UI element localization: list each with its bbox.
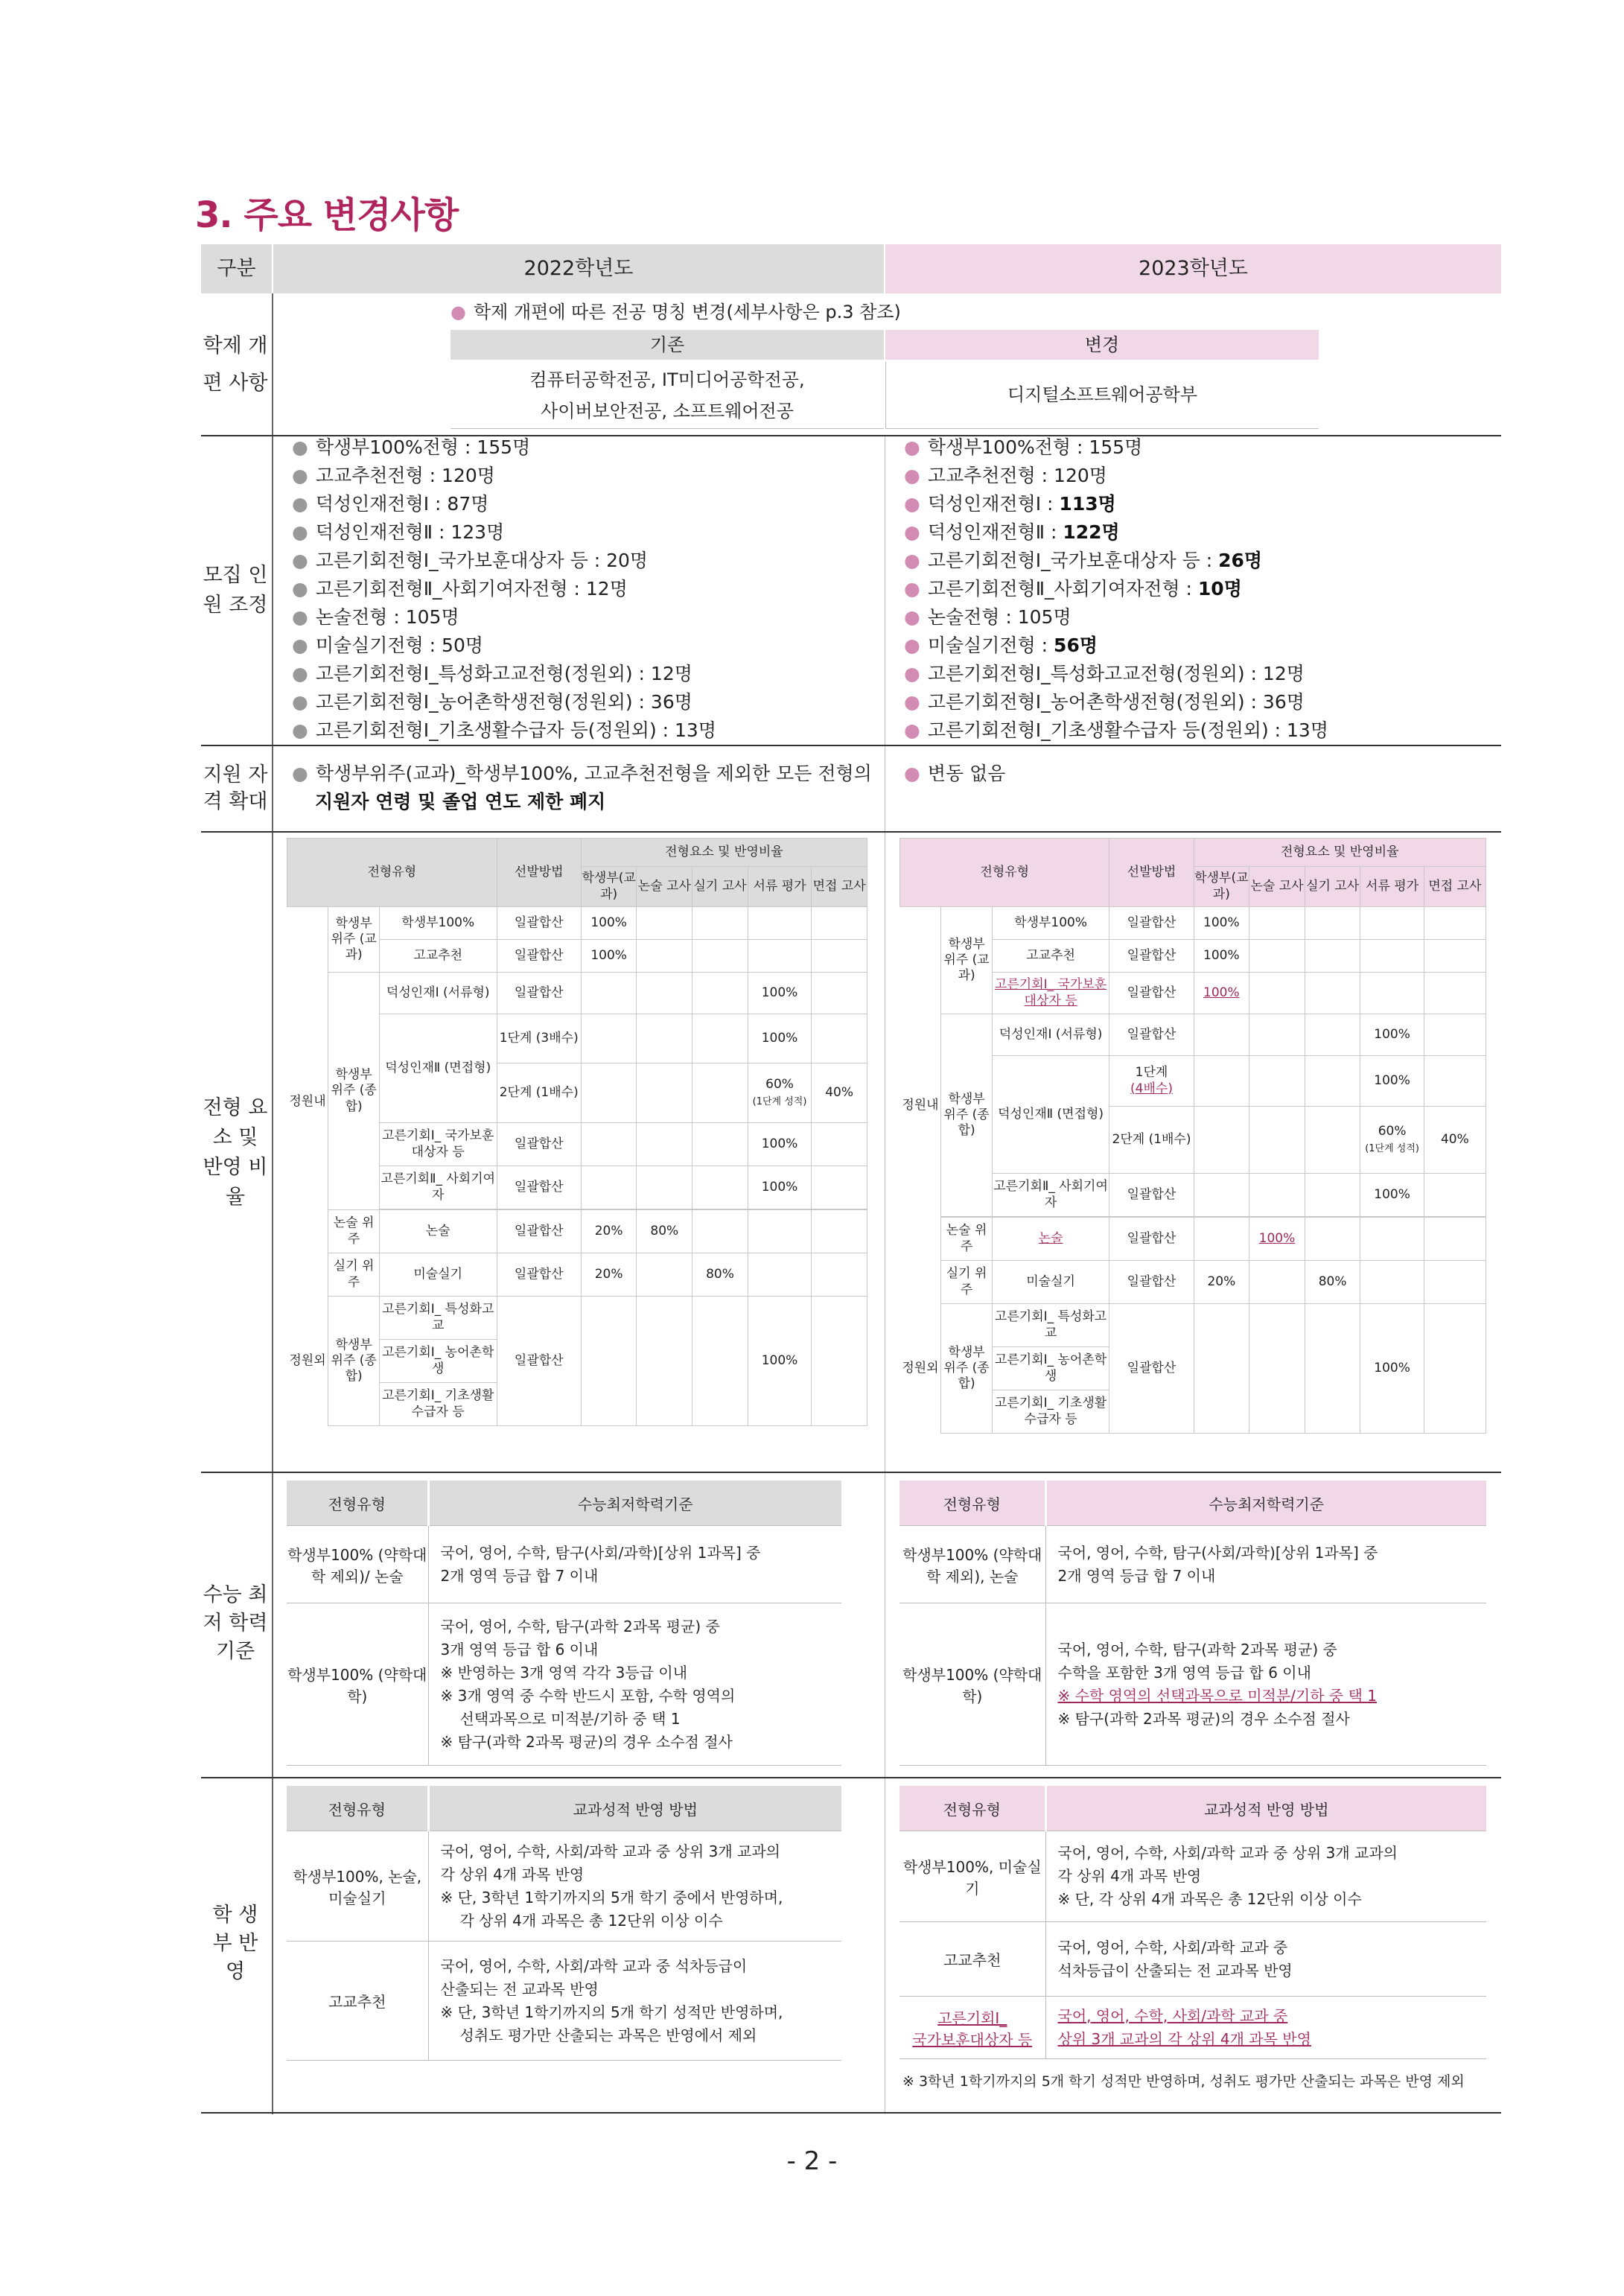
line: 각 상위 4개 과목 반영 [1057, 1867, 1202, 1885]
line: 국어, 영어, 수학, 사회/과학 교과 중 상위 3개 교과의 [440, 1842, 780, 1860]
haksa-bullet-text: 학제 개편에 따른 전공 명칭 변경(세부사항은 p.3 참조) [473, 302, 901, 322]
line: ※ 3개 영역 중 수학 반드시 포함, 수학 영역의 [440, 1686, 736, 1705]
h-c1: 학생부(교과) [1194, 867, 1249, 907]
val: 80% [692, 1253, 748, 1297]
mojip-text: 고른기회전형Ⅰ_기초생활수급자 등(정원외) : 13명 [315, 719, 716, 741]
h-std: 수능최저학력기준 [1045, 1481, 1486, 1526]
suneung-text [1045, 1526, 1486, 1603]
row-divider [201, 1472, 1501, 1473]
val: 60% [1378, 1124, 1407, 1139]
haksa-after-header: 변경 [885, 330, 1319, 360]
mojip-2023-item [904, 660, 1305, 688]
val: 80% [1305, 1261, 1360, 1304]
line: 국어, 영어, 수학, 사회/과학 교과 중 상위 3개 교과의 [1057, 1844, 1398, 1862]
row-label-haksa: 학제 개편 사항 [203, 334, 268, 395]
mojip-2022-item [292, 547, 648, 575]
mojip-changed-value: 10명 [1197, 578, 1242, 600]
type-nonsul: 논술 [992, 1218, 1109, 1261]
method: 일괄합산 [497, 1253, 581, 1297]
line: 국어, 영어, 수학, 사회/과학 교과 중 [1057, 1938, 1288, 1956]
val: 100% [581, 940, 637, 973]
group-jonghap: 학생부 위주 (종합) [941, 1014, 992, 1217]
row-label-jiwon: 지원 자격 확대 [203, 763, 268, 813]
line: ※ 탐구(과학 2과목 평균)의 경우 소수점 절사 [440, 1732, 733, 1751]
line: 국어, 영어, 수학, 사회/과학 교과 중 석차등급이 [440, 1956, 748, 1975]
suneung-type: 학생부100% (약학대학) [287, 1603, 428, 1766]
h-type: 전형유형 [899, 1786, 1045, 1831]
jiwon-2022 [292, 760, 872, 788]
method: 일괄합산 [1109, 1304, 1194, 1434]
val: 100% [748, 1123, 811, 1166]
bullet-icon: ● [450, 302, 466, 322]
row-label-suneung: 수능 최저 학력 기준 [203, 1583, 268, 1663]
h-c5: 면접 고사 [812, 867, 867, 907]
mojip-text: 고른기회전형Ⅰ_농어촌학생전형(정원외) : 36명 [315, 691, 692, 713]
method: 일괄합산 [497, 1123, 581, 1166]
val: 100% [1194, 940, 1249, 973]
line: 국가보훈대상자 등 [912, 2030, 1033, 2049]
bullet-icon: ● [292, 550, 308, 571]
suneung-type: 학생부100% (약학대학) [899, 1603, 1045, 1766]
jeongwonoe-label: 정원외 [289, 1352, 326, 1368]
h-c3: 실기 고사 [692, 867, 748, 907]
line: ※ 단, 3학년 1학기까지의 5개 학기 성적만 반영하며, [440, 2003, 783, 2021]
bullet-icon: ● [292, 663, 308, 684]
val-60 [748, 1063, 811, 1123]
type-teuk: 고른기회Ⅰ_ 특성화고교 [992, 1304, 1109, 1347]
line: ※ 단, 각 상위 4개 과목은 총 12단위 이상 이수 [1057, 1890, 1362, 1908]
line: 국어, 영어, 수학, 탐구(사회/과학)[상위 1과목] 중 [1057, 1543, 1378, 1562]
bullet-icon: ● [904, 691, 920, 713]
mojip-2023-item [904, 688, 1305, 716]
row-divider [201, 831, 1501, 833]
val: 80% [637, 1210, 692, 1253]
h-group: 전형요소 및 반영비율 [1194, 839, 1486, 867]
bullet-icon: ● [904, 436, 920, 458]
suneung-text [428, 1526, 841, 1603]
mojip-text: 학생부100%전형 : 155명 [315, 436, 531, 458]
mojip-2022-item [292, 632, 483, 660]
group-gyogwa: 학생부 위주 (교과) [328, 907, 379, 973]
bullet-icon: ● [292, 763, 308, 784]
line: 국어, 영어, 수학, 탐구(사회/과학)[상위 1과목] 중 [440, 1543, 761, 1562]
h-type: 전형유형 [287, 1786, 428, 1831]
h-c2: 논술 고사 [1249, 867, 1305, 907]
mojip-2022-item [292, 518, 504, 547]
h-std: 수능최저학력기준 [428, 1481, 841, 1526]
group-jonghap: 학생부 위주 (종합) [941, 1304, 992, 1434]
haksa-after: 디지털소프트웨어공학부 [885, 362, 1319, 429]
mojip-text: 고른기회전형Ⅰ_국가보훈대상자 등 : [927, 550, 1219, 571]
type-gor1-new: 고른기회Ⅰ_ 국가보훈대상자 등 [992, 973, 1109, 1014]
val: 100% [1360, 1174, 1424, 1217]
line: 각 상위 4개 과목 반영 [440, 1865, 585, 1883]
hb-text [428, 1942, 841, 2061]
row-divider [201, 2112, 1501, 2114]
line: 고른기회Ⅰ_ [937, 2009, 1007, 2027]
selection-table-2022 [287, 838, 867, 1426]
val-new: 100% [1249, 1218, 1305, 1261]
line: 2개 영역 등급 합 7 이내 [440, 1566, 599, 1585]
haksa-before-line: 사이버보안전공, 소프트웨어전공 [541, 400, 794, 422]
line: ※ 탐구(과학 2과목 평균)의 경우 소수점 절사 [1057, 1709, 1350, 1728]
val: 100% [1360, 1014, 1424, 1056]
bullet-icon: ● [292, 578, 308, 600]
mojip-2022-item [292, 490, 488, 518]
method: 일괄합산 [1109, 1218, 1194, 1261]
method: 일괄합산 [1109, 940, 1194, 973]
mojip-text: 덕성인재전형Ⅱ : [927, 521, 1063, 543]
mojip-2022-item [292, 433, 530, 462]
mojip-text: 고른기회전형Ⅰ_기초생활수급자 등(정원외) : 13명 [927, 719, 1328, 741]
haksaengbu-table-2023 [899, 1786, 1486, 2059]
method: 일괄합산 [497, 1210, 581, 1253]
mojip-2023-item [904, 575, 1242, 603]
method: 2단계 (1배수) [497, 1063, 581, 1123]
bullet-icon: ● [292, 521, 308, 543]
bullet-icon: ● [904, 606, 920, 628]
bullet-icon: ● [292, 493, 308, 515]
line: ※ 단, 3학년 1학기까지의 5개 학기 중에서 반영하며, [440, 1888, 783, 1907]
h-c3: 실기 고사 [1305, 867, 1360, 907]
mojip-text: 고른기회전형Ⅰ_특성화고교전형(정원외) : 12명 [927, 663, 1305, 684]
hb-text-new [1045, 1997, 1486, 2059]
mojip-2023-item [904, 716, 1328, 745]
type-teuk: 고른기회Ⅰ_ 특성화고교 [379, 1297, 497, 1340]
mojip-text: 고른기회전형Ⅰ_국가보훈대상자 등 : 20명 [315, 550, 649, 571]
method: 일괄합산 [1109, 1014, 1194, 1056]
row-divider [201, 1777, 1501, 1778]
row-label-mojip: 모집 인원 조정 [203, 564, 268, 617]
val-new: 100% [1194, 973, 1249, 1014]
method: 2단계 (1배수) [1109, 1107, 1194, 1174]
mojip-2022-item [292, 660, 692, 688]
val: 100% [581, 907, 637, 940]
jeongwonoe-label: 정원외 [902, 1360, 939, 1376]
type-gogyo: 고교추천 [379, 940, 497, 973]
mojip-text: 고교추천전형 : 120명 [927, 465, 1107, 486]
page-title: 3. 주요 변경사항 [195, 194, 459, 236]
bullet-icon: ● [904, 719, 920, 741]
h-type: 전형유형 [900, 839, 1109, 907]
line: 산출되는 전 교과목 반영 [440, 1979, 599, 1998]
mojip-text: 고른기회전형Ⅱ_사회기여자전형 : [927, 578, 1198, 600]
type-gicho: 고른기회Ⅰ_ 기초생활수급자 등 [379, 1383, 497, 1426]
bullet-icon: ● [292, 691, 308, 713]
method: 1단계 (3배수) [497, 1014, 581, 1063]
mojip-2022-item [292, 716, 716, 745]
bullet-icon: ● [292, 465, 308, 486]
h-method: 선발방법 [497, 839, 581, 907]
type-gor2: 고른기회Ⅱ_ 사회기여자 [379, 1166, 497, 1209]
val-60 [1360, 1107, 1424, 1174]
mojip-text: 고른기회전형Ⅰ_농어촌학생전형(정원외) : 36명 [927, 691, 1305, 713]
row-label-haksaengbu: 학 생 부 반 영 [212, 1904, 258, 1983]
hb-type: 고교추천 [899, 1922, 1045, 1997]
line: ※ 반영하는 3개 영역 각각 3등급 이내 [440, 1663, 688, 1682]
hb-text [1045, 1922, 1486, 1997]
bullet-icon: ● [904, 763, 920, 784]
val-note: (1단계 성적) [752, 1095, 807, 1107]
h-group: 전형요소 및 반영비율 [581, 839, 867, 867]
type-h100: 학생부100% [379, 907, 497, 940]
bullet-icon: ● [904, 550, 920, 571]
h-method: 선발방법 [1109, 839, 1194, 907]
mojip-2023-item [904, 462, 1107, 490]
line: 각 상위 4개 과목은 총 12단위 이상 이수 [459, 1911, 723, 1930]
type-gicho: 고른기회Ⅰ_ 기초생활수급자 등 [992, 1390, 1109, 1434]
val: 20% [581, 1253, 637, 1297]
type-dug1: 덕성인재Ⅰ (서류형) [379, 973, 497, 1014]
hb-type: 학생부100%, 논술, 미술실기 [287, 1831, 428, 1942]
line: 석차등급이 산출되는 전 교과목 반영 [1057, 1961, 1293, 1979]
method: 일괄합산 [1109, 1261, 1194, 1304]
val: 20% [581, 1210, 637, 1253]
line: 3개 영역 등급 합 6 이내 [440, 1640, 599, 1659]
type-misul: 미술실기 [992, 1261, 1109, 1304]
jiwon-2023 [904, 760, 1005, 788]
line: 국어, 영어, 수학, 탐구(과학 2과목 평균) 중 [1057, 1640, 1337, 1659]
suneung-text [1045, 1603, 1486, 1766]
bullet-icon: ● [292, 635, 308, 656]
method: 일괄합산 [497, 973, 581, 1014]
left-rule [272, 293, 273, 2114]
method: 일괄합산 [497, 940, 581, 973]
line: 국어, 영어, 수학, 탐구(과학 2과목 평균) 중 [440, 1617, 720, 1635]
h-method: 교과성적 반영 방법 [428, 1786, 841, 1831]
group-gyogwa: 학생부 위주 (교과) [941, 907, 992, 1014]
group-silgi: 실기 위주 [941, 1261, 992, 1304]
val: 100% [748, 1297, 811, 1426]
mojip-text: 고른기회전형Ⅰ_특성화고교전형(정원외) : 12명 [315, 663, 692, 684]
haksa-before-line: 컴퓨터공학전공, IT미디어공학전공, [529, 369, 805, 390]
suneung-table-2023 [899, 1481, 1486, 1766]
mojip-2023-item [904, 547, 1262, 575]
row-divider [201, 745, 1501, 746]
val: 100% [748, 973, 811, 1014]
group-silgi: 실기 위주 [328, 1253, 379, 1297]
type-misul: 미술실기 [379, 1253, 497, 1297]
haksaengbu-note: ※ 3학년 1학기까지의 5개 학기 성적만 반영하며, 성취도 평가만 산출되는 과목은 반영 제외 [902, 2073, 1465, 2090]
val: 60% [765, 1077, 794, 1093]
jiwon-2022-bold: 지원자 연령 및 졸업 연도 제한 폐지 [315, 791, 606, 812]
jeongwonnae-label: 정원내 [289, 1093, 326, 1109]
mojip-2023-item [904, 490, 1116, 518]
hb-text [1045, 1831, 1486, 1922]
val: 100% [748, 1166, 811, 1209]
mojip-2022-item [292, 688, 692, 716]
haksa-bullet [450, 298, 901, 326]
line: 선택과목으로 미적분/기하 중 택 1 [459, 1709, 681, 1728]
mojip-text: 논술전형 : 105명 [315, 606, 459, 628]
line: 성취도 평가만 산출되는 과목은 반영에서 제외 [459, 2026, 757, 2044]
group-nonsul: 논술 위주 [941, 1218, 992, 1261]
type-gogyo: 고교추천 [992, 940, 1109, 973]
line: 2개 영역 등급 합 7 이내 [1057, 1566, 1216, 1585]
hb-type: 고교추천 [287, 1942, 428, 2061]
mojip-2023-item [904, 632, 1098, 660]
hb-type-new [899, 1997, 1045, 2059]
val: 40% [812, 1063, 867, 1123]
val-note: (1단계 성적) [1365, 1142, 1419, 1154]
type-dug2: 덕성인재Ⅱ (면접형) [992, 1056, 1109, 1174]
header-2022: 2022학년도 [273, 244, 884, 293]
bullet-icon: ● [904, 578, 920, 600]
bullet-icon: ● [904, 493, 920, 515]
hb-text [428, 1831, 841, 1942]
group-nonsul: 논술 위주 [328, 1210, 379, 1253]
h-c2: 논술 고사 [637, 867, 692, 907]
suneung-text [428, 1603, 841, 1766]
mojip-changed-value: 122명 [1063, 521, 1120, 543]
h-c5: 면접 고사 [1424, 867, 1486, 907]
type-nong: 고른기회Ⅰ_ 농어촌학생 [992, 1347, 1109, 1390]
method: 일괄합산 [497, 907, 581, 940]
haksa-before [450, 362, 884, 429]
bullet-icon: ● [292, 606, 308, 628]
type-dug2: 덕성인재Ⅱ (면접형) [379, 1014, 497, 1123]
hb-type: 학생부100%, 미술실기 [899, 1831, 1045, 1922]
jiwon-2023-text: 변동 없음 [927, 763, 1006, 784]
mojip-text: 학생부100%전형 : 155명 [927, 436, 1143, 458]
val: 20% [1194, 1261, 1249, 1304]
h-method: 교과성적 반영 방법 [1045, 1786, 1486, 1831]
method: 일괄합산 [1109, 907, 1194, 940]
method: 일괄합산 [497, 1297, 581, 1426]
suneung-type: 학생부100% (약학대학 제외)/ 논술 [287, 1526, 428, 1603]
val: 40% [1424, 1107, 1486, 1174]
bullet-icon: ● [904, 663, 920, 684]
mojip-text: 미술실기전형 : 50명 [315, 635, 484, 656]
val: 100% [748, 1014, 811, 1063]
bullet-icon: ● [292, 719, 308, 741]
h-c4: 서류 평가 [1360, 867, 1424, 907]
val: 100% [1194, 907, 1249, 940]
val: 100% [1360, 1304, 1424, 1434]
selection-table-2023 [899, 838, 1486, 1434]
mojip-text: 미술실기전형 : [927, 635, 1054, 656]
mojip-text: 덕성인재전형Ⅰ : 87명 [315, 493, 489, 515]
line: 상위 3개 교과의 각 상위 4개 과목 반영 [1057, 2029, 1311, 2048]
mojip-text: 논술전형 : 105명 [927, 606, 1071, 628]
line: 국어, 영어, 수학, 사회/과학 교과 중 [1057, 2006, 1288, 2025]
type-nonsul: 논술 [379, 1210, 497, 1253]
h-c1: 학생부(교과) [581, 867, 637, 907]
bullet-icon: ● [904, 465, 920, 486]
row-label-jeonhyeong: 전형 요소 및 반영 비율 [203, 1095, 268, 1209]
mojip-changed-value: 26명 [1218, 550, 1263, 571]
mojip-2023-item [904, 518, 1120, 547]
mojip-2023-item [904, 603, 1071, 632]
group-jonghap: 학생부 위주 (종합) [328, 1297, 379, 1426]
haksa-before-header: 기존 [450, 330, 884, 360]
suneung-type: 학생부100% (약학대학 제외), 논술 [899, 1526, 1045, 1603]
jiwon-2022-line1: 학생부위주(교과)_학생부100%, 고교추천전형을 제외한 모든 전형의 [315, 763, 872, 784]
header-col: 구분 [201, 244, 272, 293]
mojip-text: 덕성인재전형Ⅰ : [927, 493, 1060, 515]
method: 일괄합산 [1109, 1174, 1194, 1217]
h-c4: 서류 평가 [748, 867, 811, 907]
type-gor1: 고른기회Ⅰ_ 국가보훈대상자 등 [379, 1123, 497, 1166]
mojip-changed-value: 56명 [1054, 635, 1098, 656]
jeongwonnae-label: 정원내 [902, 1097, 939, 1113]
line-new: ※ 수학 영역의 선택과목으로 미적분/기하 중 택 1 [1057, 1686, 1377, 1705]
type-gor2: 고른기회Ⅱ_ 사회기여자 [992, 1174, 1109, 1217]
method: 일괄합산 [1109, 973, 1194, 1014]
bullet-icon: ● [904, 635, 920, 656]
h-type: 전형유형 [287, 1481, 428, 1526]
mojip-text: 덕성인재전형Ⅱ : 123명 [315, 521, 505, 543]
method-step1 [1109, 1056, 1194, 1107]
method-new: (4배수) [1130, 1081, 1173, 1096]
mojip-text: 고교추천전형 : 120명 [315, 465, 495, 486]
method: 일괄합산 [497, 1166, 581, 1209]
mojip-changed-value: 113명 [1059, 493, 1116, 515]
val: 100% [1360, 1056, 1424, 1107]
haksaengbu-table-2022 [287, 1786, 841, 2061]
type-h100: 학생부100% [992, 907, 1109, 940]
type-nong: 고른기회Ⅰ_ 농어촌학생 [379, 1340, 497, 1383]
mojip-2022-item [292, 603, 459, 632]
type-dug1: 덕성인재Ⅰ (서류형) [992, 1014, 1109, 1056]
group-jonghap: 학생부 위주 (종합) [328, 973, 379, 1210]
mojip-2022-item [292, 575, 628, 603]
method: 1단계 [1135, 1065, 1168, 1081]
bullet-icon: ● [904, 521, 920, 543]
mojip-text: 고른기회전형Ⅱ_사회기여자전형 : 12명 [315, 578, 628, 600]
mojip-2023-item [904, 433, 1142, 462]
suneung-table-2022 [287, 1481, 841, 1766]
h-type: 전형유형 [287, 839, 497, 907]
h-type: 전형유형 [899, 1481, 1045, 1526]
line: 수학을 포함한 3개 영역 등급 합 6 이내 [1057, 1663, 1311, 1682]
page-number: - 2 - [786, 2146, 838, 2176]
mojip-2022-item [292, 462, 495, 490]
header-2023: 2023학년도 [885, 244, 1501, 293]
bullet-icon: ● [292, 436, 308, 458]
